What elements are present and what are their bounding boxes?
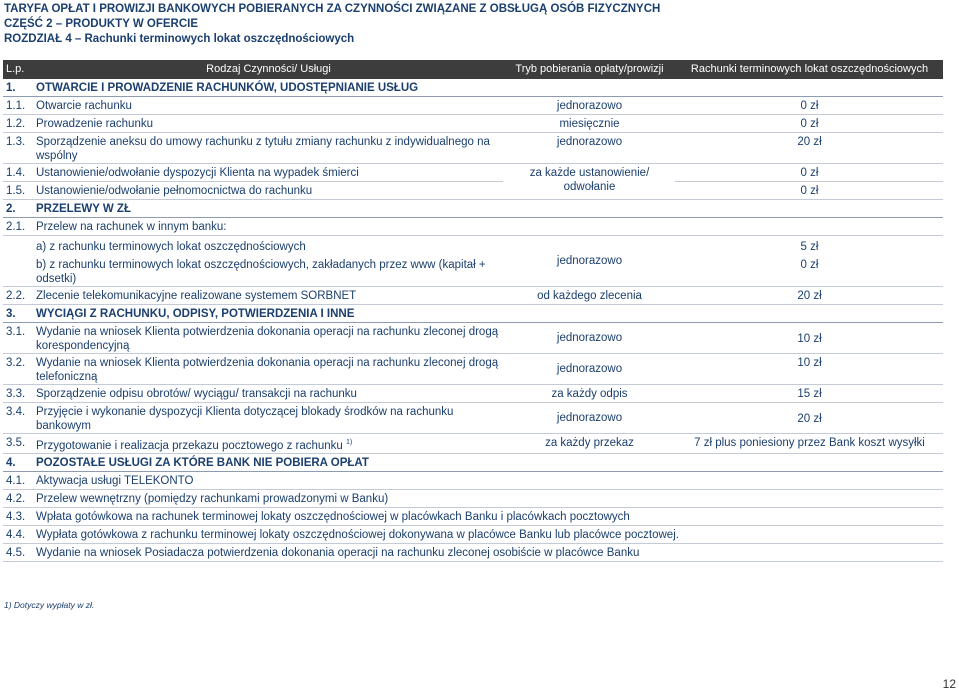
table-row: [3, 182, 943, 200]
table-row: [3, 236, 943, 287]
row-number: 4.4.: [3, 525, 33, 543]
footnote: 1) Dotyczy wypłaty w zł.: [4, 600, 95, 610]
row-mode: jednorazowo: [503, 236, 675, 287]
table-row: [3, 507, 943, 525]
section-row: [3, 453, 943, 471]
row-service: Ustanowienie/odwołanie dyspozycji Klienta na wypadek śmierci: [33, 164, 503, 182]
section-number: 4.: [3, 453, 33, 471]
row-service: Zlecenie telekomunikacyjne realizowane systemem SORBNET: [33, 287, 503, 305]
row-number: 1.1.: [3, 97, 33, 115]
row-fee: 20 zł: [675, 287, 943, 305]
page-number: 12: [942, 677, 956, 691]
row-fee: 20 zł: [675, 403, 943, 434]
table-row: [3, 489, 943, 507]
row-service: Przyjęcie i wykonanie dyspozycji Klienta dotyczącej blokady środków na rachunku bankowym: [33, 403, 503, 434]
table-row: [3, 354, 943, 385]
row-mode: jednorazowo: [503, 323, 675, 354]
tariff-table: [3, 60, 943, 562]
row-number: 1.3.: [3, 133, 33, 164]
row-number: 2.2.: [3, 287, 33, 305]
variant-b: b) z rachunku terminowych lokat oszczędnościowych, zakładanych przez www (kapitał + odsetki): [36, 259, 486, 285]
row-service: Wydanie na wniosek Klienta potwierdzenia dokonania operacji na rachunku zleconej drogą korespondencyjną: [33, 323, 503, 354]
col-header-lp: L.p.: [3, 60, 33, 79]
row-number: 3.4.: [3, 403, 33, 434]
section-title: OTWARCIE I PROWADZENIE RACHUNKÓW, UDOSTĘPNIANIE USŁUG: [33, 79, 943, 97]
row-fee: 15 zł: [675, 385, 943, 403]
row-mode: jednorazowo: [503, 133, 675, 164]
row-fee-variants: [675, 236, 943, 287]
col-header-mode: Tryb pobierania opłaty/prowizji: [503, 60, 675, 79]
col-header-service: Rodzaj Czynności/ Usługi: [33, 60, 503, 79]
row-service: Sporządzenie odpisu obrotów/ wyciągu/ transakcji na rachunku: [33, 385, 503, 403]
row-fee: 20 zł: [675, 133, 943, 164]
row-service: Wydanie na wniosek Klienta potwierdzenia dokonania operacji na rachunku zleconej drogą telefoniczną: [33, 354, 503, 385]
row-service: Wypłata gotówkowa z rachunku terminowej lokaty oszczędnościowej dokonywana w placówce Banku lub placówce pocztowej.: [33, 525, 943, 543]
row-number: 4.1.: [3, 471, 33, 489]
row-mode: od każdego zlecenia: [503, 287, 675, 305]
part-title: CZĘŚĆ 2 – PRODUKTY W OFERCIE: [4, 18, 199, 30]
col-header-fee: Rachunki terminowych lokat oszczędnościowych: [675, 60, 943, 79]
row-service: Wpłata gotówkowa na rachunek terminowej lokaty oszczędnościowej w placówkach Banku i placówkach pocztowych: [33, 507, 943, 525]
table-row: [3, 323, 943, 354]
row-fee: 0 zł: [675, 97, 943, 115]
row-fee: 0 zł: [675, 182, 943, 200]
row-number: 3.5.: [3, 434, 33, 454]
table-row: [3, 164, 943, 182]
variant-a: a) z rachunku terminowych lokat oszczędnościowych: [36, 241, 306, 253]
row-fee: 10 zł: [675, 323, 943, 354]
row-service: Sporządzenie aneksu do umowy rachunku z tytułu zmiany rachunku z indywidualnego na wspólny: [33, 133, 503, 164]
fee-a: 5 zł: [800, 241, 819, 253]
section-number: 3.: [3, 305, 33, 323]
document-header: [4, 2, 944, 47]
chapter-title: ROZDZIAŁ 4 – Rachunki terminowych lokat oszczędnościowych: [4, 33, 355, 45]
row-number: 3.3.: [3, 385, 33, 403]
row-number: 1.4.: [3, 164, 33, 182]
section-row: [3, 200, 943, 218]
row-number: 4.3.: [3, 507, 33, 525]
section-number: 1.: [3, 79, 33, 97]
table-row: [3, 115, 943, 133]
row-service: Aktywacja usługi TELEKONTO: [33, 471, 943, 489]
row-mode: za każde ustanowienie/ odwołanie: [503, 164, 675, 200]
section-title: PRZELEWY W ZŁ: [33, 200, 943, 218]
row-number: 3.2.: [3, 354, 33, 385]
section-title: POZOSTAŁE USŁUGI ZA KTÓRE BANK NIE POBIERA OPŁAT: [33, 453, 943, 471]
row-fee: 10 zł: [675, 354, 943, 385]
row-number: 1.5.: [3, 182, 33, 200]
table-header-row: [3, 60, 943, 79]
footnote-ref: 1): [346, 439, 353, 446]
row-service: Przelew wewnętrzny (pomiędzy rachunkami prowadzonymi w Banku): [33, 489, 943, 507]
section-row: [3, 79, 943, 97]
table-row: [3, 434, 943, 454]
row-service: Wydanie na wniosek Posiadacza potwierdzenia dokonania operacji na rachunku zleconej osobiście w placówce Banku: [33, 543, 943, 561]
row-mode: za każdy przekaz: [503, 434, 675, 454]
table-row: [3, 97, 943, 115]
row-service-variants: [33, 236, 503, 287]
table-row: [3, 133, 943, 164]
row-service: [33, 434, 503, 454]
row-service: Przelew na rachunek w innym banku:: [33, 218, 943, 236]
tariff-title: TARYFA OPŁAT I PROWIZJI BANKOWYCH POBIERANYCH ZA CZYNNOŚCI ZWIĄZANE Z OBSŁUGĄ OSÓB FIZYCZNYCH: [4, 3, 661, 15]
table-row: [3, 543, 943, 561]
row-mode: jednorazowo: [503, 403, 675, 434]
row-mode: miesięcznie: [503, 115, 675, 133]
section-row: [3, 305, 943, 323]
row-number: 4.2.: [3, 489, 33, 507]
section-number: 2.: [3, 200, 33, 218]
table-row: [3, 218, 943, 236]
row-number: 4.5.: [3, 543, 33, 561]
table-row: [3, 403, 943, 434]
row-mode: za każdy odpis: [503, 385, 675, 403]
row-service: Ustanowienie/odwołanie pełnomocnictwa do rachunku: [33, 182, 503, 200]
row-fee: 7 zł plus poniesiony przez Bank koszt wysyłki: [675, 434, 943, 454]
table-row: [3, 287, 943, 305]
section-title: WYCIĄGI Z RACHUNKU, ODPISY, POTWIERDZENIA I INNE: [33, 305, 943, 323]
row-service: Otwarcie rachunku: [33, 97, 503, 115]
table-row: [3, 385, 943, 403]
fee-b: 0 zł: [800, 259, 819, 271]
table-row: [3, 471, 943, 489]
row-service: Prowadzenie rachunku: [33, 115, 503, 133]
row-number: 3.1.: [3, 323, 33, 354]
row-fee: 0 zł: [675, 115, 943, 133]
row-mode: jednorazowo: [503, 97, 675, 115]
row-fee: 0 zł: [675, 164, 943, 182]
row-mode: jednorazowo: [503, 354, 675, 385]
row-number: 2.1.: [3, 218, 33, 236]
service-text: Przygotowanie i realizacja przekazu pocztowego z rachunku: [36, 439, 343, 452]
table-row: [3, 525, 943, 543]
row-number: 1.2.: [3, 115, 33, 133]
